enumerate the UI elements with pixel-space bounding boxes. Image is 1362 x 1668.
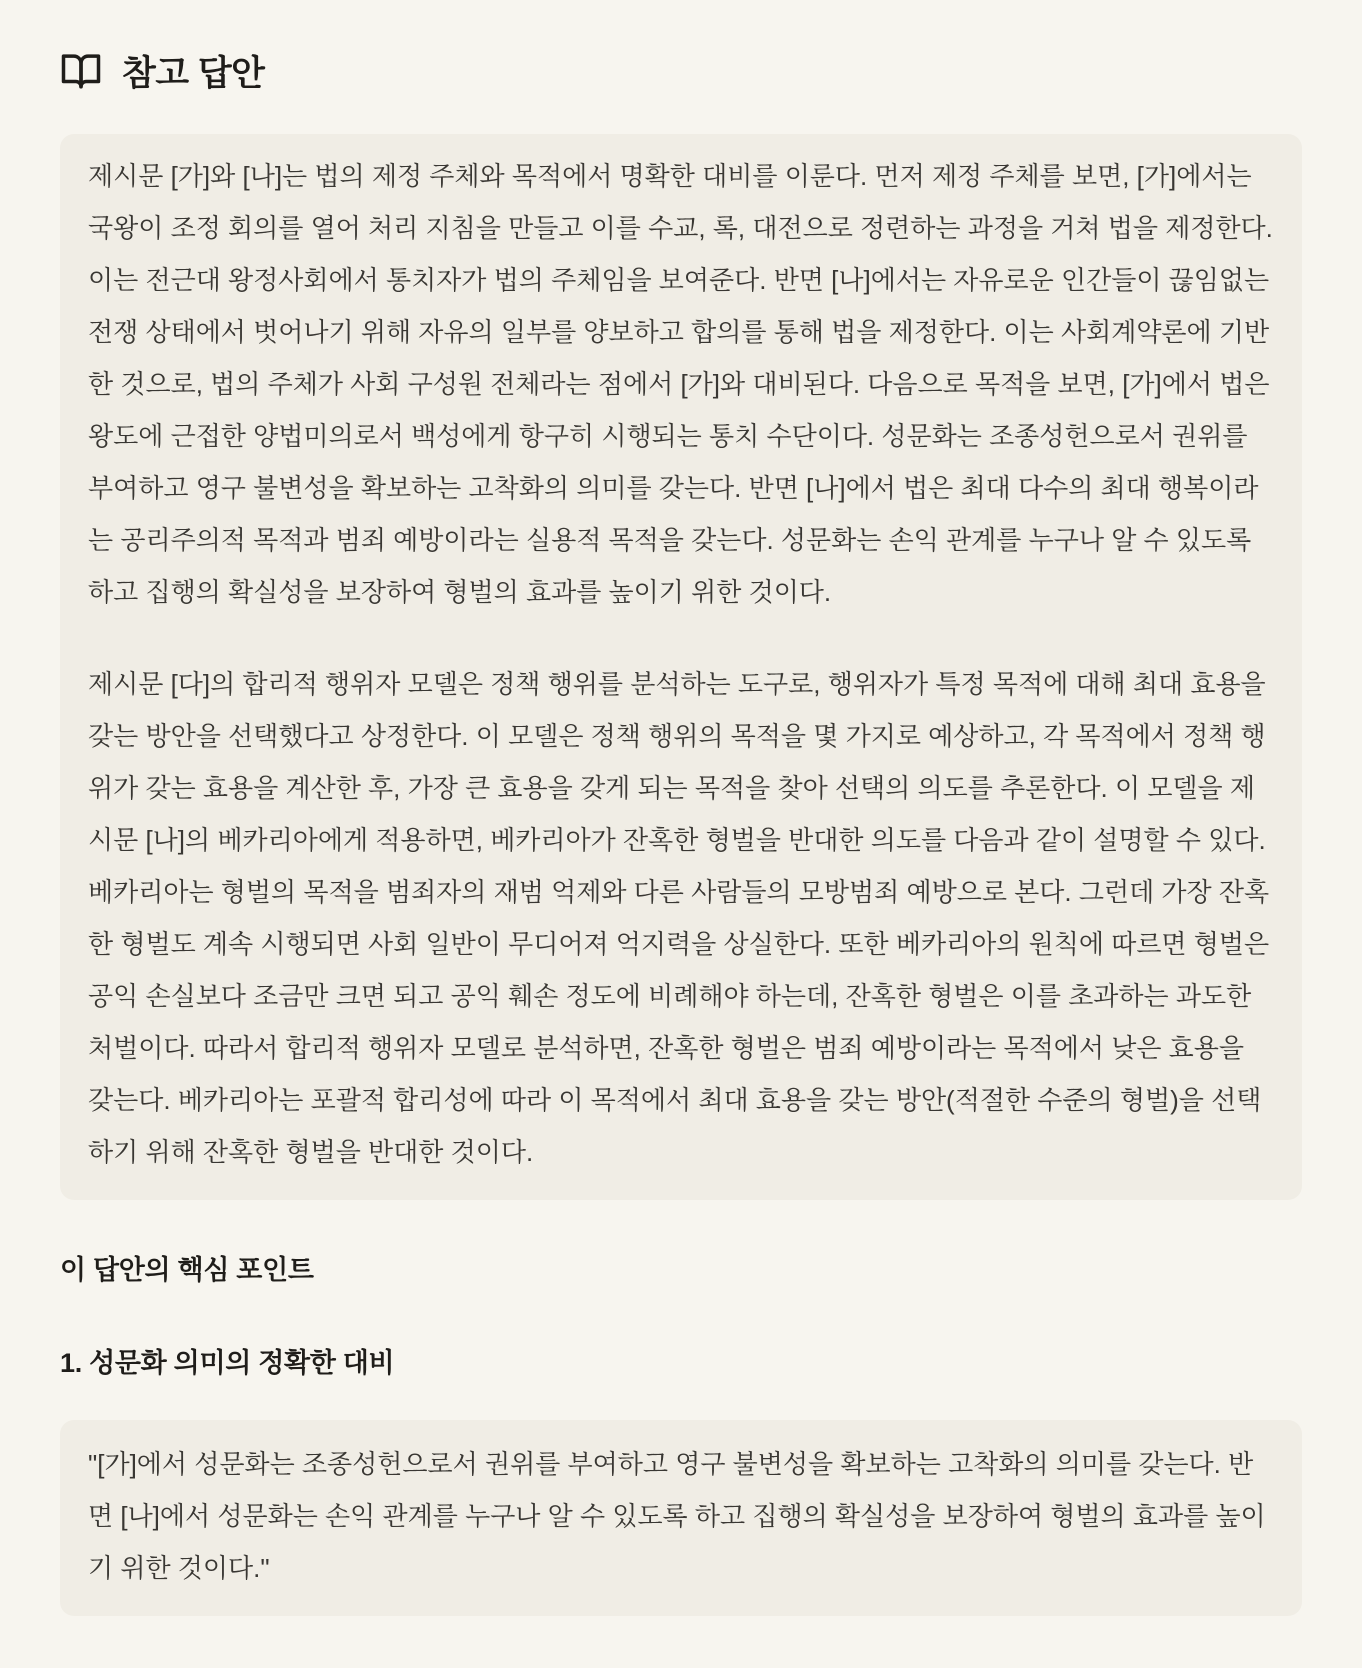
key-point-quote-panel	[60, 1420, 1302, 1616]
key-points-heading: 이 답안의 핵심 포인트	[60, 1255, 314, 1285]
page-title: 참고 답안	[122, 54, 265, 93]
key-point-quote: "[가]에서 성문화는 조종성헌으로서 권위를 부여하고 영구 불변성을 확보하는 고착화의 의미를 갖는다. 반면 [나]에서 성문화는 손익 관계를 누구나 알 수 있도록 하고 집행의 확실성을 보장하여 형벌의 효과를 높이기 위한 것이다."	[88, 1449, 1266, 1583]
open-book-icon	[60, 50, 102, 92]
page-header	[60, 0, 1302, 96]
answer-paragraph-2: 제시문 [다]의 합리적 행위자 모델은 정책 행위를 분석하는 도구로, 행위자가 특정 목적에 대해 최대 효용을 갖는 방안을 선택했다고 상정한다. 이 모델은 정책 행위의 목적을 몇 가지로 예상하고, 각 목적에서 정책 행위가 갖는 효용을 계산한 후, 가장 큰 효용을 갖게 되는 목적을 찾아 선택의 의도를 추론한다. 이 모델을 제시문 [나]의 베카리아에게 적용하면, 베카리아가 잔혹한 형벌을 반대한 의도를 다음과 같이 설명할 수 있다. 베카리아는 형벌의 목적을 범죄자의 재범 억제와 다른 사람들의 모방범죄 예방으로 본다. 그런데 가장 잔혹한 형벌도 계속 시행되면 사회 일반이 무디어져 억지력을 상실한다. 또한 베카리아의 원칙에 따르면 형벌은 공익 손실보다 조금만 크면 되고 공익 훼손 정도에 비례해야 하는데, 잔혹한 형벌은 이를 초과하는 과도한 처벌이다. 따라서 합리적 행위자 모델로 분석하면, 잔혹한 형벌은 범죄 예방이라는 목적에서 낮은 효용을 갖는다. 베카리아는 포괄적 합리성에 따라 이 목적에서 최대 효용을 갖는 방안(적절한 수준의 형벌)을 선택하기 위해 잔혹한 형벌을 반대한 것이다.	[88, 669, 1270, 1167]
reference-answer-panel	[60, 134, 1302, 1200]
key-point-title: 1. 성문화 의미의 정확한 대비	[60, 1348, 395, 1378]
answer-paragraph-1: 제시문 [가]와 [나]는 법의 제정 주체와 목적에서 명확한 대비를 이룬다. 먼저 제정 주체를 보면, [가]에서는 국왕이 조정 회의를 열어 처리 지침을 만들고 이를 수교, 록, 대전으로 정련하는 과정을 거쳐 법을 제정한다. 이는 전근대 왕정사회에서 통치자가 법의 주체임을 보여준다. 반면 [나]에서는 자유로운 인간들이 끊임없는 전쟁 상태에서 벗어나기 위해 자유의 일부를 양보하고 합의를 통해 법을 제정한다. 이는 사회계약론에 기반한 것으로, 법의 주체가 사회 구성원 전체라는 점에서 [가]와 대비된다. 다음으로 목적을 보면, [가]에서 법은 왕도에 근접한 양법미의로서 백성에게 항구히 시행되는 통치 수단이다. 성문화는 조종성헌으로서 권위를 부여하고 영구 불변성을 확보하는 고착화의 의미를 갖는다. 반면 [나]에서 법은 최대 다수의 최대 행복이라는 공리주의적 목적과 범죄 예방이라는 실용적 목적을 갖는다. 성문화는 손익 관계를 누구나 알 수 있도록 하고 집행의 확실성을 보장하여 형벌의 효과를 높이기 위한 것이다.	[88, 161, 1273, 607]
